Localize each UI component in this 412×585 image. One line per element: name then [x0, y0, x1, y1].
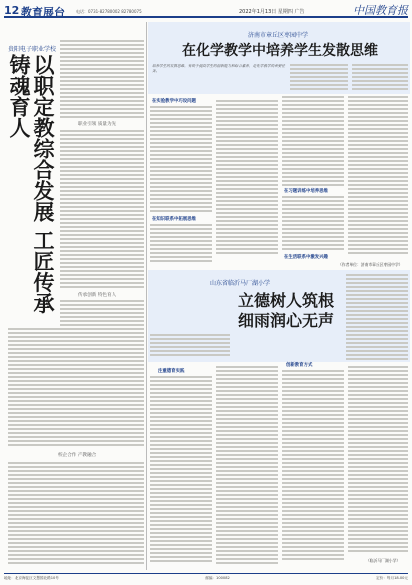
left-article-school: 贵阳电子职业学校: [8, 46, 57, 53]
left-body-bottom: [8, 462, 144, 566]
br-intro-left: [150, 334, 230, 358]
issue-date: 2022年1月13日 星期四 广告: [239, 9, 305, 15]
footer-price: 定价：每月18.00元: [376, 576, 408, 580]
tr-section-head-3: 在习题训练中培养思维: [284, 189, 328, 194]
page-header: [4, 4, 408, 18]
footer-address: 地址：北京海淀区文慧园北路10号: [4, 576, 59, 580]
tr-author: （作者单位：济南市章丘区枣园中学）: [338, 262, 403, 267]
br-body-col1: [150, 376, 212, 564]
tr-body-col1b: [150, 224, 212, 264]
top-right-school: 济南市章丘区枣园中学: [248, 32, 309, 39]
page-footer: [4, 573, 408, 582]
page-number: 12: [4, 4, 20, 17]
masthead-logo: 中国教育报: [353, 4, 408, 17]
left-subhead-2: 传承创新 特色育人: [78, 293, 117, 298]
tr-body-col2: [216, 100, 278, 256]
contact-phone: 电话：0731-82780002 82780075: [76, 9, 142, 14]
br-body-col3: [282, 370, 344, 562]
tr-body-col3b: [282, 196, 344, 252]
br-section-head-2: 创新教育方式: [286, 363, 313, 368]
left-body-col1: [60, 40, 144, 120]
left-article-title: 以职定教综合发展 工匠传承铸魂育人: [7, 54, 56, 314]
tr-section-head-1: 在实验教学中巧设问题: [152, 99, 196, 104]
top-right-title: 在化学教学中培养学生发散思维: [182, 43, 378, 59]
tr-section-head-2: 在知识联系中拓展思维: [152, 217, 196, 222]
top-right-intro-quote: 培养学生的发散思维，有助于提高学生的创新能力和综合素养，是化学教学的重要任务。: [152, 64, 285, 73]
br-author: （临沂马厂湖小学）: [366, 558, 401, 563]
footer-postcode: 邮编：100082: [205, 576, 230, 580]
tr-body-col1: [150, 106, 212, 214]
column-divider: [146, 22, 147, 570]
section-title: 教育展台: [21, 6, 65, 19]
br-body-col4: [348, 366, 408, 554]
left-subhead-3: 校企合作 产教融合: [58, 453, 97, 458]
bottom-right-title-line2: 细雨润心无声: [238, 311, 335, 330]
bottom-right-school: 山东省临沂马厂湖小学: [210, 280, 271, 287]
bottom-right-title-line1: 立德树人筑根: [238, 291, 335, 310]
left-body-wide: [8, 328, 144, 448]
br-body-col2: [216, 366, 278, 566]
tr-body-col3-top: [290, 64, 348, 92]
tr-body-col4-top: [352, 64, 408, 92]
tr-section-head-4: 在生活联系中激发兴趣: [284, 255, 328, 260]
br-body-col4-top: [346, 274, 408, 362]
tr-body-col3: [282, 96, 344, 188]
left-body-col2: [60, 130, 144, 290]
left-subhead-1: 职业引领 质量为先: [78, 122, 117, 127]
tr-body-col4: [348, 96, 408, 256]
br-section-head-1: 注重德育实践: [158, 369, 185, 374]
